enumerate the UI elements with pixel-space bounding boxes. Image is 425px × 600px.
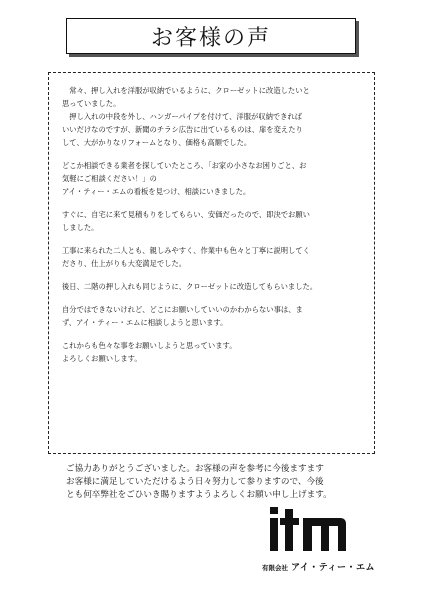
customer-letter (62, 84, 362, 375)
letter-paragraph: どこか相談できる業者を探していたところ、「お家の小さなお困りごと、お 気軽にご相談ください！」の アイ・ティー・エムの看板を見つけ、相談にいきました。 (62, 161, 307, 196)
letter-paragraph: すぐに、自宅に来て見積もりをしてもらい、安価だったので、即決でお願い しました。 (62, 210, 310, 232)
letter-paragraph: 自分ではできないけれど、どこにお願いしていいのかわからない事は、ま ず、アイ・ティー・エムに相談しようと思います。 (62, 305, 303, 327)
itm-logo-mark (268, 505, 348, 553)
company-name-line (262, 555, 375, 574)
letter-paragraph: これからも色々な事をお願いしようと思っています。 よろしくお願いします。 (62, 341, 237, 363)
letter-paragraph: 常々、押し入れを洋服が収納でいるように、クローゼットに改造したいと 思っていました。 押し入れの中段を外し、ハンガーパイプを付けて、洋服が収納できれば いいだけなのですが、新聞のチラシ広告に出ているものは、扉を変えたり して、大がかりなリフォームとなり、価格も高額でした。 (62, 86, 310, 147)
letter-paragraph: 工事に来られた二人とも、親しみやすく、作業中も色々と丁寧に説明してく ださり、仕上がりも大変満足でした。 (62, 246, 310, 268)
company-type: 有限会社 (262, 564, 288, 572)
company-logo (262, 505, 382, 571)
page-title: お客様の声 (66, 18, 356, 54)
company-name: アイ・ティー・エム (291, 563, 375, 573)
letter-paragraph: 後日、二階の押し入れも同じように、クローゼットに改造してもらいました。 (62, 282, 318, 291)
closing-message: ご協力ありがとうございました。お客様の声を参考に今後ますます お客様に満足していただけるよう日々努力して参りますので、今後 とも何卒弊社をごひいき賜りますようよろしくお願い申し上げます。 (66, 464, 332, 500)
